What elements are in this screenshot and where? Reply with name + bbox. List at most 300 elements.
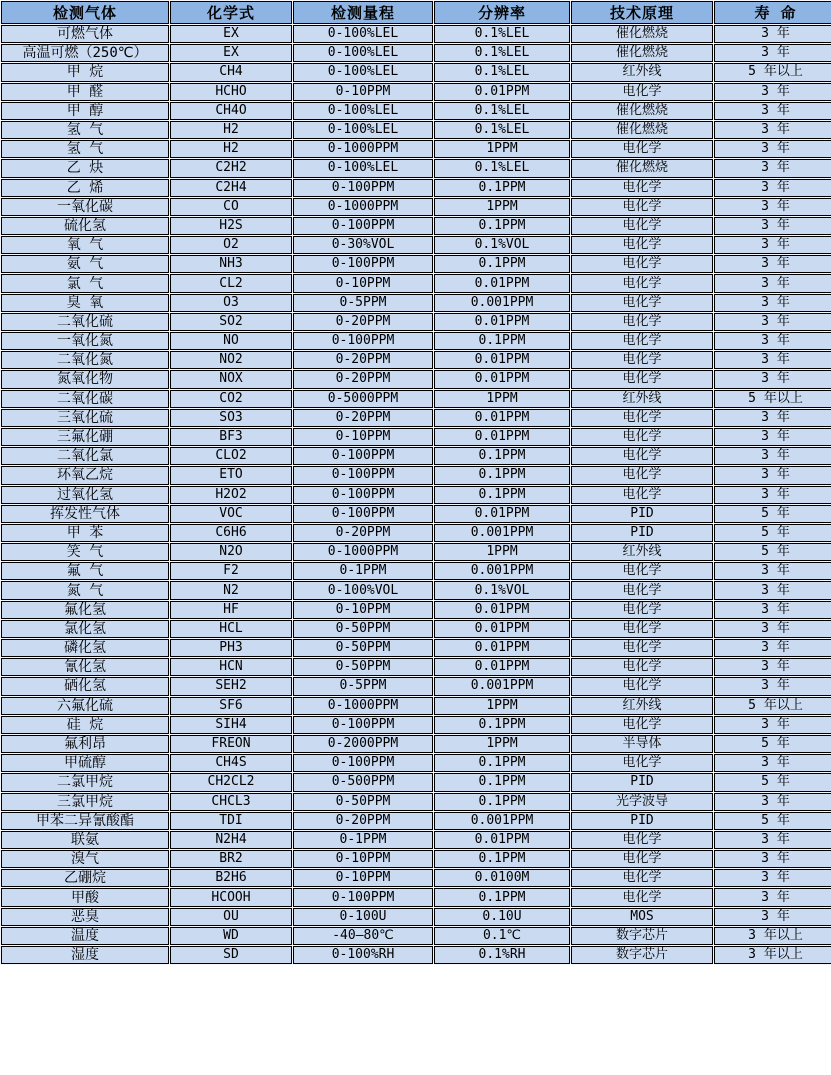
table-cell: 高温可燃（250℃） <box>1 44 169 62</box>
table-row <box>1 543 831 561</box>
table-row <box>1 83 831 101</box>
table-cell: 二氧化硫 <box>1 313 169 331</box>
table-row <box>1 313 831 331</box>
table-cell: SF6 <box>170 697 292 715</box>
table-cell: WD <box>170 927 292 945</box>
table-cell: 笑 气 <box>1 543 169 561</box>
table-cell: 电化学 <box>571 274 713 292</box>
table-cell: 电化学 <box>571 217 713 235</box>
table-row <box>1 773 831 791</box>
table-cell: 臭 氧 <box>1 294 169 312</box>
table-cell: 3 年 <box>714 409 831 427</box>
table-cell: N2O <box>170 543 292 561</box>
table-cell: 0-10PPM <box>293 601 433 619</box>
table-cell: 电化学 <box>571 140 713 158</box>
table-cell: 电化学 <box>571 179 713 197</box>
table-cell: 电化学 <box>571 351 713 369</box>
table-cell: 0.1PPM <box>434 217 570 235</box>
table-cell: 催化燃烧 <box>571 121 713 139</box>
table-cell: 3 年 <box>714 255 831 273</box>
table-cell: 半导体 <box>571 735 713 753</box>
table-row <box>1 581 831 599</box>
table-row <box>1 370 831 388</box>
table-row <box>1 601 831 619</box>
table-cell: 3 年 <box>714 159 831 177</box>
table-cell: 氟化氢 <box>1 601 169 619</box>
table-cell: 过氧化氢 <box>1 486 169 504</box>
table-row <box>1 524 831 542</box>
table-cell: 氯化氢 <box>1 620 169 638</box>
table-row <box>1 888 831 906</box>
table-cell: 0-100PPM <box>293 716 433 734</box>
table-cell: 电化学 <box>571 562 713 580</box>
table-row <box>1 351 831 369</box>
table-cell: 0-100PPM <box>293 486 433 504</box>
table-cell: OU <box>170 908 292 926</box>
table-cell: PID <box>571 773 713 791</box>
table-cell: 0.1PPM <box>434 255 570 273</box>
table-row <box>1 428 831 446</box>
table-cell: 0.1%LEL <box>434 25 570 43</box>
table-cell: 1PPM <box>434 390 570 408</box>
table-row <box>1 63 831 81</box>
table-cell: 0.001PPM <box>434 812 570 830</box>
table-row <box>1 639 831 657</box>
table-cell: 电化学 <box>571 581 713 599</box>
table-cell: 0-50PPM <box>293 620 433 638</box>
table-cell: 0.1%LEL <box>434 44 570 62</box>
table-cell: 1PPM <box>434 543 570 561</box>
table-cell: 0.1%LEL <box>434 121 570 139</box>
table-cell: 3 年 <box>714 639 831 657</box>
table-cell: H2S <box>170 217 292 235</box>
table-cell: 0-100%LEL <box>293 63 433 81</box>
table-cell: 3 年 <box>714 83 831 101</box>
table-cell: CH4 <box>170 63 292 81</box>
table-cell: 六氟化硫 <box>1 697 169 715</box>
table-row <box>1 754 831 772</box>
table-cell: 0.1PPM <box>434 773 570 791</box>
table-row <box>1 850 831 868</box>
table-cell: 3 年 <box>714 658 831 676</box>
table-cell: 电化学 <box>571 601 713 619</box>
table-cell: 3 年 <box>714 581 831 599</box>
table-cell: 甲酸 <box>1 888 169 906</box>
table-cell: 3 年 <box>714 428 831 446</box>
table-row <box>1 44 831 62</box>
column-header-4: 技术原理 <box>571 1 713 24</box>
table-cell: 甲 醇 <box>1 102 169 120</box>
table-cell: 数字芯片 <box>571 927 713 945</box>
table-cell: O2 <box>170 236 292 254</box>
table-cell: 联氨 <box>1 831 169 849</box>
table-cell: 3 年 <box>714 294 831 312</box>
table-cell: 0.01PPM <box>434 370 570 388</box>
table-cell: 氧 气 <box>1 236 169 254</box>
table-cell: 氮氧化物 <box>1 370 169 388</box>
table-cell: 3 年以上 <box>714 927 831 945</box>
table-cell: 三氟化硼 <box>1 428 169 446</box>
table-cell: 3 年 <box>714 908 831 926</box>
table-cell: 3 年 <box>714 332 831 350</box>
table-cell: 3 年 <box>714 217 831 235</box>
table-row <box>1 159 831 177</box>
column-header-3: 分辨率 <box>434 1 570 24</box>
table-cell: 0-100PPM <box>293 179 433 197</box>
table-cell: 0-100PPM <box>293 447 433 465</box>
table-row <box>1 198 831 216</box>
table-cell: 恶臭 <box>1 908 169 926</box>
table-row <box>1 716 831 734</box>
table-cell: 电化学 <box>571 658 713 676</box>
table-cell: 0-100%LEL <box>293 25 433 43</box>
table-cell: 二氯甲烷 <box>1 773 169 791</box>
table-cell: 0.1%VOL <box>434 236 570 254</box>
table-cell: 0-1000PPM <box>293 543 433 561</box>
table-row <box>1 927 831 945</box>
table-cell: 0.1PPM <box>434 332 570 350</box>
column-header-0: 检测气体 <box>1 1 169 24</box>
table-cell: 0.001PPM <box>434 294 570 312</box>
table-cell: 电化学 <box>571 332 713 350</box>
table-cell: 0-20PPM <box>293 313 433 331</box>
table-cell: 电化学 <box>571 716 713 734</box>
table-row <box>1 831 831 849</box>
column-header-1: 化学式 <box>170 1 292 24</box>
table-cell: CLO2 <box>170 447 292 465</box>
table-cell: 乙 炔 <box>1 159 169 177</box>
table-cell: 3 年 <box>714 793 831 811</box>
table-cell: 电化学 <box>571 888 713 906</box>
table-cell: 0.001PPM <box>434 524 570 542</box>
table-cell: 0.01PPM <box>434 409 570 427</box>
table-cell: 0.1PPM <box>434 179 570 197</box>
table-cell: 0-1PPM <box>293 831 433 849</box>
table-cell: 1PPM <box>434 735 570 753</box>
table-row <box>1 658 831 676</box>
table-cell: C2H2 <box>170 159 292 177</box>
table-cell: N2 <box>170 581 292 599</box>
table-cell: 0.1PPM <box>434 754 570 772</box>
table-cell: 催化燃烧 <box>571 159 713 177</box>
table-cell: 3 年 <box>714 121 831 139</box>
table-cell: 氟利昂 <box>1 735 169 753</box>
table-cell: 0.01PPM <box>434 428 570 446</box>
table-cell: SO2 <box>170 313 292 331</box>
table-cell: 5 年 <box>714 505 831 523</box>
table-cell: 氢 气 <box>1 121 169 139</box>
table-cell: SD <box>170 946 292 964</box>
column-header-2: 检测量程 <box>293 1 433 24</box>
table-row <box>1 812 831 830</box>
table-cell: 0.1PPM <box>434 850 570 868</box>
table-cell: 电化学 <box>571 639 713 657</box>
table-cell: HCOOH <box>170 888 292 906</box>
table-cell: CHCL3 <box>170 793 292 811</box>
table-cell: 0.1%LEL <box>434 102 570 120</box>
table-cell: 0.1%RH <box>434 946 570 964</box>
table-cell: 0-1000PPM <box>293 697 433 715</box>
table-cell: 1PPM <box>434 198 570 216</box>
table-cell: 0-2000PPM <box>293 735 433 753</box>
table-cell: 0.1PPM <box>434 486 570 504</box>
table-row <box>1 332 831 350</box>
table-cell: 5 年 <box>714 735 831 753</box>
table-cell: BR2 <box>170 850 292 868</box>
table-cell: 红外线 <box>571 697 713 715</box>
table-cell: 1PPM <box>434 697 570 715</box>
table-cell: SIH4 <box>170 716 292 734</box>
table-cell: 湿度 <box>1 946 169 964</box>
table-cell: 3 年 <box>714 447 831 465</box>
table-cell: 一氧化氮 <box>1 332 169 350</box>
table-cell: 3 年 <box>714 179 831 197</box>
table-row <box>1 179 831 197</box>
table-row <box>1 908 831 926</box>
table-cell: 0.01PPM <box>434 601 570 619</box>
table-cell: 温度 <box>1 927 169 945</box>
table-row <box>1 217 831 235</box>
table-cell: 乙 烯 <box>1 179 169 197</box>
table-cell: PID <box>571 505 713 523</box>
table-cell: 0.1PPM <box>434 447 570 465</box>
header-row <box>1 1 831 24</box>
table-row <box>1 735 831 753</box>
table-cell: H2 <box>170 140 292 158</box>
table-cell: 电化学 <box>571 83 713 101</box>
table-cell: MOS <box>571 908 713 926</box>
table-cell: 0-1PPM <box>293 562 433 580</box>
table-cell: 0.10U <box>434 908 570 926</box>
table-cell: 0.001PPM <box>434 677 570 695</box>
table-cell: 3 年 <box>714 198 831 216</box>
table-cell: PID <box>571 524 713 542</box>
table-cell: 0-20PPM <box>293 524 433 542</box>
table-cell: 0.01PPM <box>434 274 570 292</box>
table-cell: 电化学 <box>571 466 713 484</box>
table-cell: 3 年 <box>714 754 831 772</box>
table-cell: 5 年以上 <box>714 63 831 81</box>
table-cell: NH3 <box>170 255 292 273</box>
table-cell: 甲硫醇 <box>1 754 169 772</box>
table-cell: 0-20PPM <box>293 370 433 388</box>
table-cell: 5 年以上 <box>714 390 831 408</box>
table-cell: 电化学 <box>571 198 713 216</box>
table-cell: 0.1PPM <box>434 888 570 906</box>
table-cell: 3 年 <box>714 831 831 849</box>
table-cell: 0.1℃ <box>434 927 570 945</box>
table-cell: 0-50PPM <box>293 658 433 676</box>
table-cell: H2O2 <box>170 486 292 504</box>
table-cell: 电化学 <box>571 831 713 849</box>
table-cell: HCL <box>170 620 292 638</box>
table-cell: 3 年 <box>714 869 831 887</box>
table-cell: 催化燃烧 <box>571 44 713 62</box>
table-cell: 0-50PPM <box>293 639 433 657</box>
table-cell: B2H6 <box>170 869 292 887</box>
table-cell: 0-100PPM <box>293 217 433 235</box>
table-cell: 0-100%LEL <box>293 121 433 139</box>
table-cell: NO <box>170 332 292 350</box>
table-cell: 电化学 <box>571 428 713 446</box>
table-cell: 电化学 <box>571 370 713 388</box>
table-row <box>1 793 831 811</box>
table-cell: 5 年 <box>714 524 831 542</box>
table-cell: H2 <box>170 121 292 139</box>
table-cell: 0-500PPM <box>293 773 433 791</box>
table-cell: 乙硼烷 <box>1 869 169 887</box>
table-cell: 3 年 <box>714 44 831 62</box>
table-row <box>1 102 831 120</box>
table-cell: 0.01PPM <box>434 658 570 676</box>
table-cell: CO <box>170 198 292 216</box>
table-cell: 0.01PPM <box>434 351 570 369</box>
table-row <box>1 236 831 254</box>
table-row <box>1 274 831 292</box>
table-cell: SEH2 <box>170 677 292 695</box>
table-cell: 3 年 <box>714 140 831 158</box>
table-cell: 3 年 <box>714 677 831 695</box>
table-body <box>1 25 831 964</box>
table-cell: 3 年 <box>714 102 831 120</box>
table-cell: 5 年 <box>714 773 831 791</box>
table-cell: 0-100PPM <box>293 466 433 484</box>
table-row <box>1 466 831 484</box>
table-cell: 0.01PPM <box>434 313 570 331</box>
table-cell: 0-20PPM <box>293 409 433 427</box>
table-cell: 0-10PPM <box>293 428 433 446</box>
table-cell: 光学波导 <box>571 793 713 811</box>
table-cell: 电化学 <box>571 486 713 504</box>
table-cell: 3 年 <box>714 620 831 638</box>
table-cell: 0-100U <box>293 908 433 926</box>
table-cell: 0-5000PPM <box>293 390 433 408</box>
table-cell: 氯 气 <box>1 274 169 292</box>
table-cell: 硅 烷 <box>1 716 169 734</box>
table-cell: 催化燃烧 <box>571 25 713 43</box>
table-cell: 0.1PPM <box>434 793 570 811</box>
table-cell: 甲 醛 <box>1 83 169 101</box>
table-cell: 挥发性气体 <box>1 505 169 523</box>
table-cell: 电化学 <box>571 447 713 465</box>
table-cell: CO2 <box>170 390 292 408</box>
table-cell: 3 年 <box>714 25 831 43</box>
table-row <box>1 390 831 408</box>
table-cell: 红外线 <box>571 390 713 408</box>
table-cell: 3 年 <box>714 562 831 580</box>
table-cell: 环氧乙烷 <box>1 466 169 484</box>
table-row <box>1 409 831 427</box>
table-cell: C6H6 <box>170 524 292 542</box>
table-cell: 3 年 <box>714 850 831 868</box>
table-cell: 电化学 <box>571 869 713 887</box>
table-cell: 0.01PPM <box>434 83 570 101</box>
table-cell: 0.1PPM <box>434 716 570 734</box>
table-row <box>1 294 831 312</box>
table-cell: 二氧化碳 <box>1 390 169 408</box>
table-cell: 0-5PPM <box>293 294 433 312</box>
table-cell: 氟 气 <box>1 562 169 580</box>
table-cell: C2H4 <box>170 179 292 197</box>
table-row <box>1 620 831 638</box>
table-cell: 电化学 <box>571 313 713 331</box>
table-cell: HCHO <box>170 83 292 101</box>
table-cell: 0-20PPM <box>293 351 433 369</box>
table-cell: TDI <box>170 812 292 830</box>
table-cell: 红外线 <box>571 543 713 561</box>
table-cell: NOX <box>170 370 292 388</box>
table-cell: 氨 气 <box>1 255 169 273</box>
table-cell: O3 <box>170 294 292 312</box>
table-cell: 氰化氢 <box>1 658 169 676</box>
table-cell: 0-30%VOL <box>293 236 433 254</box>
table-cell: 3 年 <box>714 351 831 369</box>
table-cell: 0-100%VOL <box>293 581 433 599</box>
table-cell: N2H4 <box>170 831 292 849</box>
table-cell: 3 年 <box>714 274 831 292</box>
table-cell: SO3 <box>170 409 292 427</box>
table-cell: 3 年 <box>714 313 831 331</box>
table-cell: 0-100%LEL <box>293 44 433 62</box>
table-cell: 3 年 <box>714 486 831 504</box>
table-cell: 0.01PPM <box>434 831 570 849</box>
table-cell: 0-20PPM <box>293 812 433 830</box>
table-cell: VOC <box>170 505 292 523</box>
table-cell: 1PPM <box>434 140 570 158</box>
table-cell: CH4S <box>170 754 292 772</box>
table-row <box>1 869 831 887</box>
table-cell: 电化学 <box>571 620 713 638</box>
table-cell: 可燃气体 <box>1 25 169 43</box>
table-cell: 0-10PPM <box>293 869 433 887</box>
table-cell: 0.001PPM <box>434 562 570 580</box>
table-cell: 电化学 <box>571 677 713 695</box>
table-cell: 0.1%LEL <box>434 159 570 177</box>
table-row <box>1 255 831 273</box>
table-cell: 硒化氢 <box>1 677 169 695</box>
table-cell: 3 年以上 <box>714 946 831 964</box>
table-cell: 0-10PPM <box>293 83 433 101</box>
table-cell: 氢 气 <box>1 140 169 158</box>
column-header-5: 寿 命 <box>714 1 831 24</box>
table-cell: 电化学 <box>571 409 713 427</box>
table-cell: CH4O <box>170 102 292 120</box>
table-cell: 0-100PPM <box>293 754 433 772</box>
table-row <box>1 486 831 504</box>
table-row <box>1 140 831 158</box>
table-cell: 5 年以上 <box>714 697 831 715</box>
table-cell: 电化学 <box>571 294 713 312</box>
table-cell: 甲 苯 <box>1 524 169 542</box>
table-cell: 电化学 <box>571 754 713 772</box>
table-cell: 催化燃烧 <box>571 102 713 120</box>
table-cell: HCN <box>170 658 292 676</box>
table-cell: 0-1000PPM <box>293 140 433 158</box>
table-cell: 二氧化氯 <box>1 447 169 465</box>
table-row <box>1 697 831 715</box>
table-cell: HF <box>170 601 292 619</box>
table-cell: 磷化氢 <box>1 639 169 657</box>
table-cell: 0-100PPM <box>293 332 433 350</box>
table-cell: 二氧化氮 <box>1 351 169 369</box>
table-cell: 0.1%VOL <box>434 581 570 599</box>
table-row <box>1 505 831 523</box>
table-cell: 红外线 <box>571 63 713 81</box>
table-cell: 3 年 <box>714 888 831 906</box>
table-cell: 0-5PPM <box>293 677 433 695</box>
table-cell: 0.01PPM <box>434 620 570 638</box>
table-cell: EX <box>170 44 292 62</box>
